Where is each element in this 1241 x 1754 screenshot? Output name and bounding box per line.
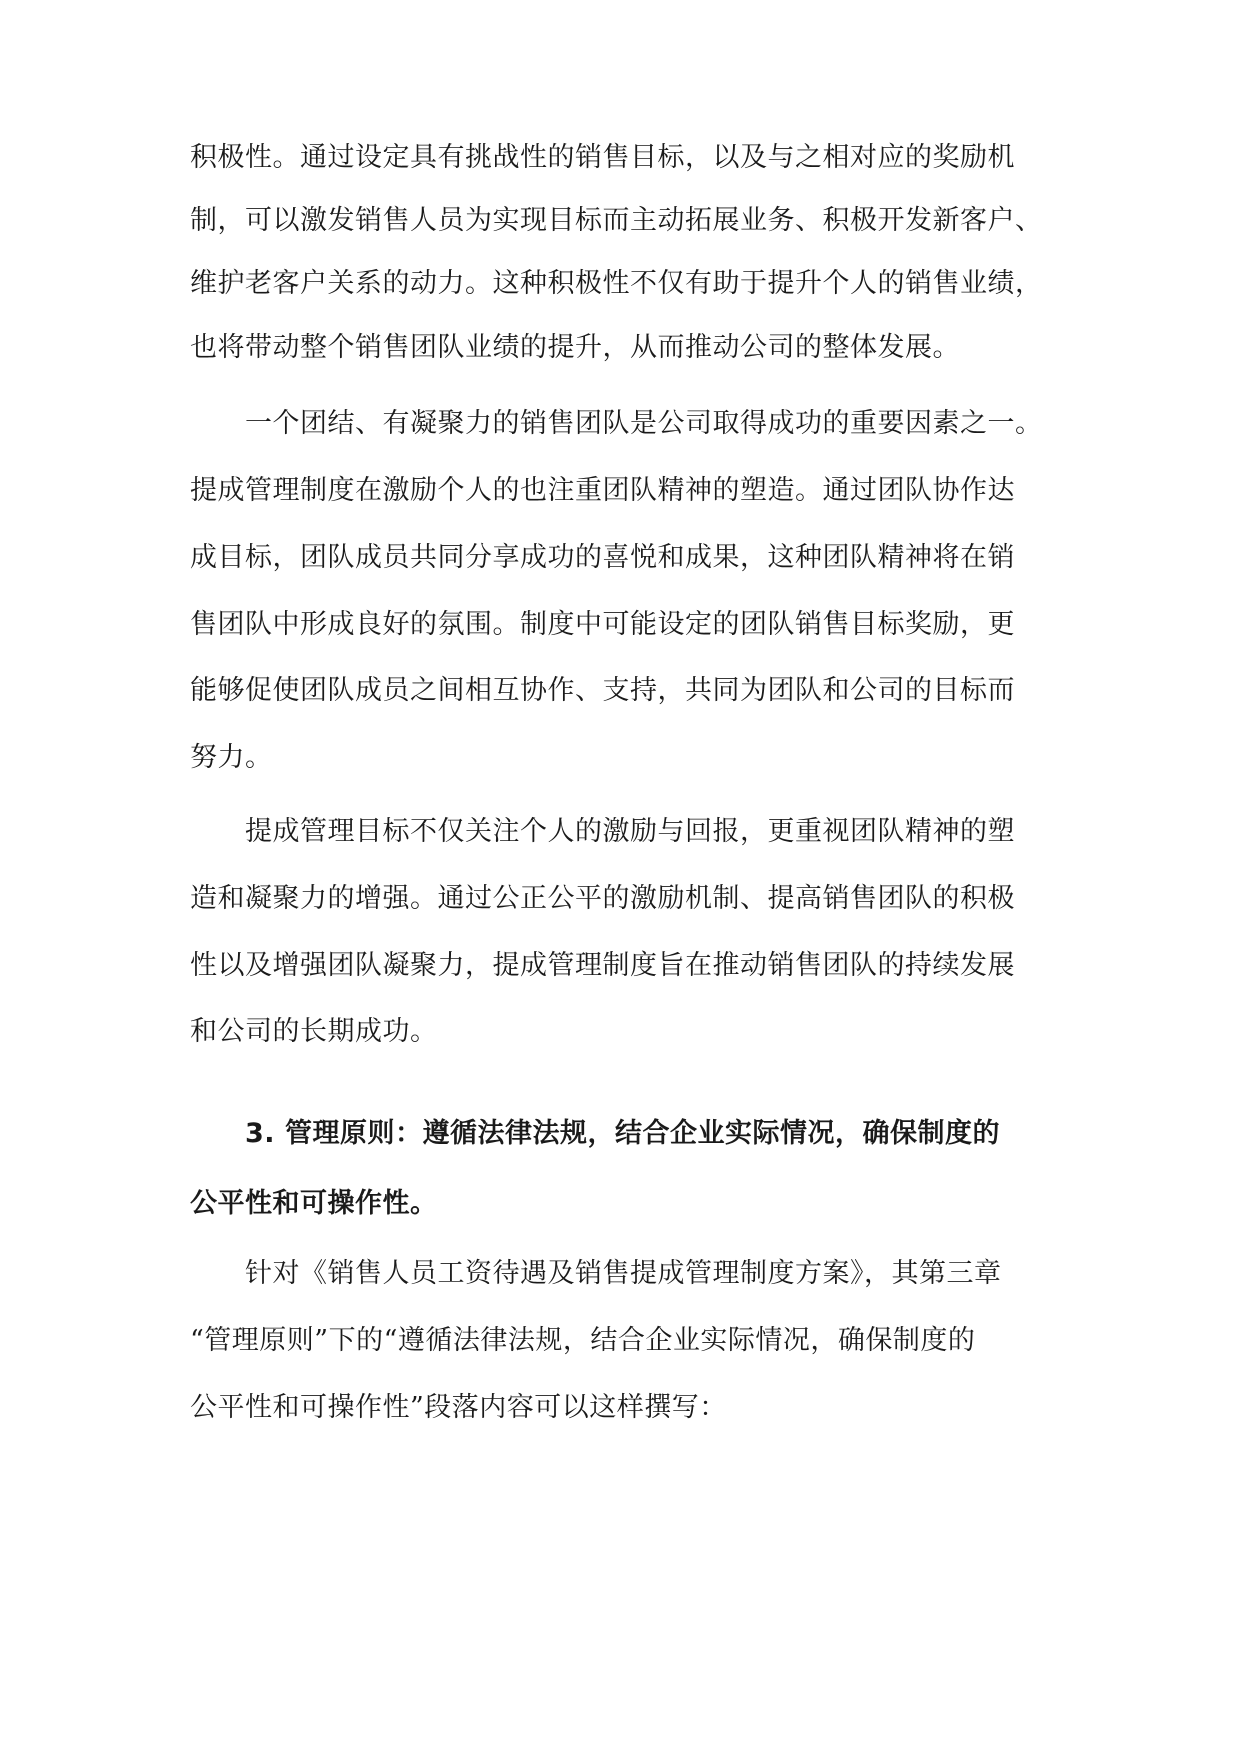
paragraph-1-line-1: 积极性。通过设定具有挑战性的销售目标，以及与之相对应的奖励机 bbox=[190, 142, 1015, 173]
paragraph-3-line-4: 和公司的长期成功。 bbox=[190, 1016, 438, 1047]
paragraph-2-line-5: 能够促使团队成员之间相互协作、支持，共同为团队和公司的目标而 bbox=[190, 675, 1015, 706]
paragraph-4-line-2: “管理原则”下的“遵循法律法规，结合企业实际情况，确保制度的 bbox=[190, 1325, 976, 1356]
paragraph-2-line-2: 提成管理制度在激励个人的也注重团队精神的塑造。通过团队协作达 bbox=[190, 475, 1015, 506]
paragraph-4-line-3: 公平性和可操作性”段落内容可以这样撰写： bbox=[190, 1392, 727, 1423]
paragraph-1-line-4: 也将带动整个销售团队业绩的提升，从而推动公司的整体发展。 bbox=[190, 332, 960, 363]
paragraph-3-line-3: 性以及增强团队凝聚力，提成管理制度旨在推动销售团队的持续发展 bbox=[190, 950, 1015, 981]
paragraph-2-line-3: 成目标，团队成员共同分享成功的喜悦和成果，这种团队精神将在销 bbox=[190, 542, 1015, 573]
paragraph-2-line-4: 售团队中形成良好的氛围。制度中可能设定的团队销售目标奖励，更 bbox=[190, 609, 1015, 640]
paragraph-2-line-6: 努力。 bbox=[190, 742, 273, 773]
paragraph-3-line-1: 提成管理目标不仅关注个人的激励与回报，更重视团队精神的塑 bbox=[245, 816, 1015, 847]
paragraph-3-line-2: 造和凝聚力的增强。通过公正公平的激励机制、提高销售团队的积极 bbox=[190, 883, 1015, 914]
paragraph-1-line-3: 维护老客户关系的动力。这种积极性不仅有助于提升个人的销售业绩， bbox=[190, 268, 1043, 299]
section-heading-line-1: 3. 管理原则：遵循法律法规，结合企业实际情况，确保制度的 bbox=[245, 1118, 1000, 1149]
section-heading-line-2: 公平性和可操作性。 bbox=[190, 1188, 438, 1219]
paragraph-1-line-2: 制，可以激发销售人员为实现目标而主动拓展业务、积极开发新客户、 bbox=[190, 205, 1043, 236]
paragraph-4-line-1: 针对《销售人员工资待遇及销售提成管理制度方案》，其第三章 bbox=[245, 1258, 1002, 1289]
paragraph-2-line-1: 一个团结、有凝聚力的销售团队是公司取得成功的重要因素之一。 bbox=[245, 408, 1043, 439]
